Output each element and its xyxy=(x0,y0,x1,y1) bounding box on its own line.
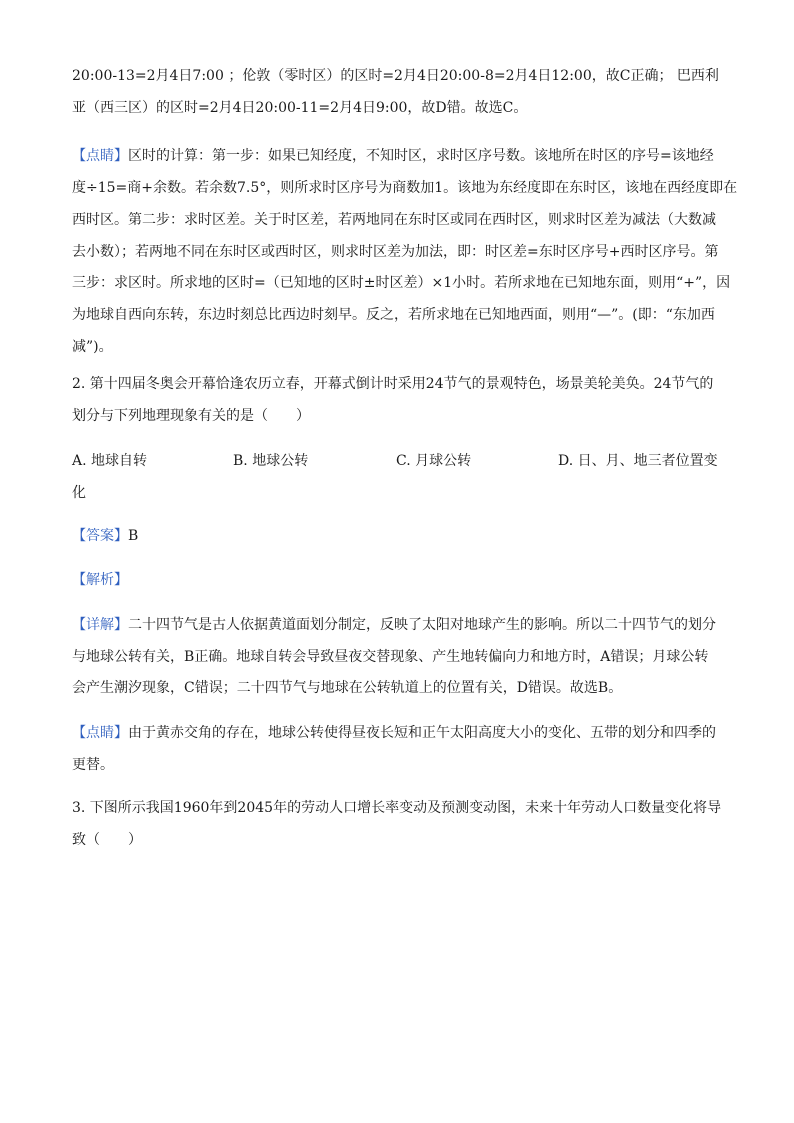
text-line: 度÷15=商+余数。若余数7.5°，则所求时区序号为商数加1。该地为东经度即在东时区，该地在西经度即在 xyxy=(72,180,738,196)
answer-tag: 【答案】 xyxy=(72,528,128,544)
text-line: 三步：求区时。所求地的区时=（已知地的区时±时区差）×1小时。若所求地在已知地东面，则用“+”，因 xyxy=(72,275,731,291)
tip-paragraph xyxy=(72,723,716,743)
tip-tag: 【点睛】 xyxy=(72,725,128,741)
analysis-heading xyxy=(72,570,128,590)
answer-value: B xyxy=(128,528,139,544)
text-line: 去小数）；若两地不同在东时区或西时区，则求时区差为加法，即：时区差=东时区序号+西时区序号。第 xyxy=(72,244,719,260)
option-a: A. 地球自转 xyxy=(72,453,148,469)
text-line: 区时的计算：第一步：如果已知经度，不知时区，求时区序号数。该地所在时区的序号=该地经 xyxy=(128,148,714,164)
text-line: 20:00-13=2月4日7:00 ；伦敦（零时区）的区时=2月4日20:00-8=2月4日12:00，故C正确； 巴西利 xyxy=(72,68,719,84)
analysis-tag: 【解析】 xyxy=(72,572,128,588)
tip-tag: 【点睛】 xyxy=(72,148,128,164)
question-3-stem: 3. 下图所示我国1960年到2045年的劳动人口增长率变动及预测变动图，未来十年劳动人口数量变化将导 xyxy=(72,800,722,816)
text-line: 减”)。 xyxy=(72,339,113,355)
option-b: B. 地球公转 xyxy=(233,453,309,469)
answer-line xyxy=(72,526,138,546)
text-line: 亚（西三区）的区时=2月4日20:00-11=2月4日9:00，故D错。故选C。 xyxy=(72,100,528,116)
option-d: D. 日、月、地三者位置变 xyxy=(558,453,718,469)
question-2-stem: 划分与下列地理现象有关的是（ ） xyxy=(72,408,310,424)
option-c: C. 月球公转 xyxy=(396,453,472,469)
text-line: 西时区。第二步：求时区差。关于时区差，若两地同在东时区或同在西时区，则求时区差为减法（大数减 xyxy=(72,212,716,228)
text-line: 与地球公转有关，B正确。地球自转会导致昼夜交替现象、产生地转偏向力和地方时，A错误；月球公转 xyxy=(72,649,709,665)
text-line: 由于黄赤交角的存在，地球公转使得昼夜长短和正午太阳高度大小的变化、五带的划分和四季的 xyxy=(128,725,716,741)
text-line: 会产生潮汐现象，C错误；二十四节气与地球在公转轨道上的位置有关，D错误。故选B。 xyxy=(72,680,623,696)
text-line: 二十四节气是古人依据黄道面划分制定，反映了太阳对地球产生的影响。所以二十四节气的划分 xyxy=(128,617,716,633)
tip-paragraph xyxy=(72,146,714,166)
detail-tag: 【详解】 xyxy=(72,617,128,633)
text-line: 为地球自西向东转，东边时刻总比西边时刻早。反之，若所求地在已知地西面，则用“—”。(即：“东加西 xyxy=(72,307,715,323)
question-2-stem: 2. 第十四届冬奥会开幕恰逢农历立春，开幕式倒计时采用24节气的景观特色，场景美轮美奂。24节气的 xyxy=(72,376,714,392)
text-line: 化 xyxy=(72,485,86,501)
detail-paragraph xyxy=(72,615,716,635)
question-3-stem: 致（ ） xyxy=(72,832,142,848)
text-line: 更替。 xyxy=(72,757,114,773)
